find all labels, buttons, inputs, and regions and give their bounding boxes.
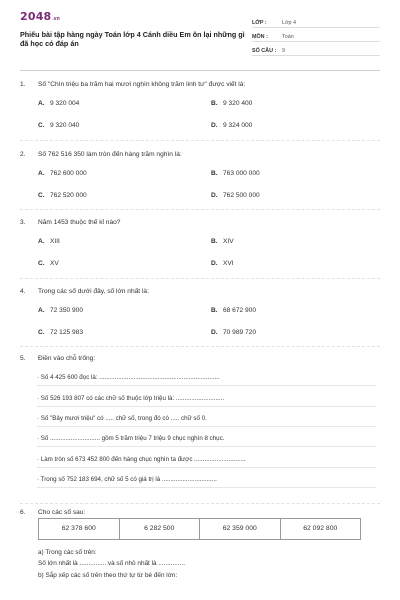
option-letter: B. — [211, 100, 218, 107]
option-letter: D. — [211, 329, 218, 336]
option-a[interactable] — [38, 100, 79, 108]
sub-question-b: b) Sắp xếp các số trên theo thứ tự từ bé đến lớn: — [38, 572, 178, 579]
option-d[interactable] — [211, 122, 252, 130]
option-a[interactable] — [38, 238, 60, 246]
brand — [20, 10, 250, 58]
option-letter: C. — [38, 260, 45, 267]
option-text: 762 500 000 — [223, 192, 260, 199]
option-letter: A. — [38, 238, 45, 245]
option-text: XVI — [223, 260, 234, 267]
option-letter: B. — [211, 307, 218, 314]
logo-text: 2048 — [20, 10, 52, 23]
option-letter: A. — [38, 307, 45, 314]
divider — [20, 209, 380, 210]
option-d[interactable] — [211, 260, 234, 268]
fill-line[interactable]: · Số ............................. gồm 5 trăm triệu 7 triệu 9 chục nghìn 8 chục. — [37, 431, 376, 447]
question-text: Điền vào chỗ trống: — [38, 355, 96, 362]
question-text: Số 762 516 350 làm tròn đến hàng trăm nghìn là: — [38, 151, 182, 158]
fill-line[interactable]: · Số 4 425 600 đọc là: ...................................................................... — [37, 370, 376, 386]
option-text: 9 324 000 — [223, 122, 253, 129]
meta-key: LỚP : — [252, 20, 267, 27]
option-b[interactable] — [211, 170, 260, 178]
option-b[interactable] — [211, 100, 252, 108]
header-divider — [20, 70, 380, 71]
option-a[interactable] — [38, 170, 87, 178]
option-text: 763 000 000 — [223, 170, 260, 177]
option-text: 9 320 004 — [50, 100, 80, 107]
numbers-table — [38, 518, 361, 540]
question-text: Trong các số dưới đây, số lớn nhất là: — [38, 288, 149, 295]
option-text: 72 350 900 — [50, 307, 84, 314]
question-number: 4. — [20, 288, 26, 295]
fill-line[interactable]: · Số 526 193 807 có các chữ số thuộc lớp triệu là: ............................ — [37, 391, 376, 407]
option-text: XIII — [50, 238, 60, 245]
option-letter: C. — [38, 192, 45, 199]
option-b[interactable] — [211, 238, 234, 246]
meta-key: SỐ CÂU : — [252, 48, 277, 55]
logo-suffix: .vn — [52, 16, 60, 22]
option-text: XV — [50, 260, 59, 267]
option-a[interactable] — [38, 307, 83, 315]
question-number: 2. — [20, 151, 26, 158]
number-cell: 6 282 500 — [120, 519, 201, 539]
meta-row-count — [252, 44, 380, 56]
question-number: 5. — [20, 355, 26, 362]
option-text: 762 520 000 — [50, 192, 87, 199]
option-c[interactable] — [38, 192, 87, 200]
option-text: 70 989 720 — [223, 329, 257, 336]
question-number: 6. — [20, 509, 26, 516]
fill-line[interactable]: · Số "Bảy mươi triệu" có ..... chữ số, trong đó có ..... chữ số 0. — [37, 411, 376, 427]
option-letter: C. — [38, 329, 45, 336]
option-b[interactable] — [211, 307, 256, 315]
option-letter: D. — [211, 260, 218, 267]
question-number: 3. — [20, 219, 26, 226]
number-cell: 62 359 000 — [200, 519, 281, 539]
question-text: Cho các số sau: — [38, 509, 86, 516]
header — [20, 10, 380, 58]
divider — [20, 346, 380, 347]
option-letter: B. — [211, 170, 218, 177]
option-text: 72 125 983 — [50, 329, 84, 336]
option-text: 9 320 040 — [50, 122, 80, 129]
option-letter: C. — [38, 122, 45, 129]
option-c[interactable] — [38, 329, 83, 337]
number-cell: 62 092 800 — [303, 524, 338, 532]
option-text: 68 672 900 — [223, 307, 257, 314]
meta-value: Lớp 4 — [282, 20, 297, 27]
option-d[interactable] — [211, 329, 256, 337]
divider — [20, 503, 380, 504]
option-letter: D. — [211, 122, 218, 129]
meta-value: 9 — [282, 48, 285, 55]
option-text: 9 320 400 — [223, 100, 253, 107]
sub-question-a: a) Trong các số trên: — [38, 549, 97, 556]
logo[interactable] — [20, 10, 250, 24]
option-c[interactable] — [38, 122, 79, 130]
option-letter: A. — [38, 170, 45, 177]
question-number: 1. — [20, 81, 26, 88]
question-text: Năm 1453 thuộc thế kỉ nào? — [38, 219, 121, 226]
question-text: Số "Chín triệu ba trăm hai mươi nghìn không trăm linh tư" được viết là: — [38, 81, 246, 88]
option-letter: D. — [211, 192, 218, 199]
number-cell: 62 378 600 — [39, 519, 120, 539]
meta-row-subject — [252, 30, 380, 42]
option-c[interactable] — [38, 260, 59, 268]
option-d[interactable] — [211, 192, 260, 200]
divider — [20, 278, 380, 279]
sub-question-a-answer[interactable]: Số lớn nhất là ............... và số nhỏ nhất là ............... — [38, 560, 185, 567]
meta-info — [252, 10, 380, 58]
fill-line[interactable]: · Làm tròn số 673 452 800 đến hàng chục nghìn ta được .............................. — [37, 452, 376, 468]
meta-value: Toán — [282, 34, 294, 41]
option-text: XIV — [223, 238, 234, 245]
page-title: Phiếu bài tập hàng ngày Toán lớp 4 Cánh diều Em ôn lại những gì đã học có đáp án — [20, 29, 245, 49]
option-letter: A. — [38, 100, 45, 107]
option-letter: B. — [211, 238, 218, 245]
meta-key: MÔN : — [252, 34, 268, 41]
option-text: 762 600 000 — [50, 170, 87, 177]
meta-row-class — [252, 16, 380, 28]
fill-line[interactable]: · Trong số 752 183 694, chữ số 5 có giá trị là ................................ — [37, 472, 376, 488]
divider — [20, 140, 380, 141]
